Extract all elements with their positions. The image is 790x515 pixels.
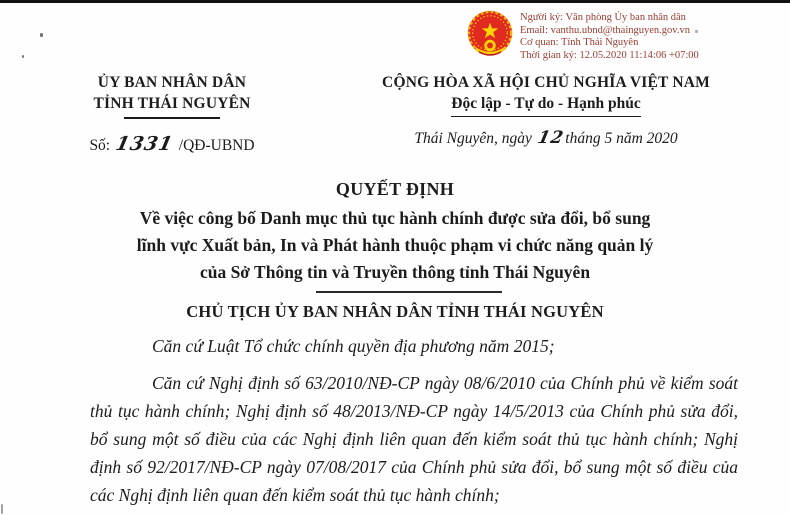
body-paragraph-1: Căn cứ Luật Tổ chức chính quyền địa phương năm 2015; <box>152 336 555 356</box>
agency-name-line1: ỦY BAN NHÂN DÂN <box>97 74 247 91</box>
subtitle-line-2: lĩnh vực Xuất bản, In và Phát hành thuộc phạm vi chức năng quản lý <box>136 235 654 255</box>
place-date-line <box>330 128 762 148</box>
subtitle-line-3: của Sở Thông tin và Truyền thông tỉnh Thái Nguyên <box>199 262 591 282</box>
agency-name-line2: TỈNH THÁI NGUYÊN <box>93 95 251 112</box>
document-header <box>0 0 790 155</box>
agency-underline <box>124 117 220 119</box>
date-before: Thái Nguyên, ngày <box>414 130 532 147</box>
number-suffix: /QĐ-UBND <box>178 137 255 154</box>
signature-time: Thời gian ký: 12.05.2020 11:14:06 +07:00 <box>520 49 699 61</box>
subtitle-line-1: Về việc công bố Danh mục thủ tục hành chính được sửa đổi, bổ sung <box>139 208 651 228</box>
signature-email: Email: vanthu.ubnd@thainguyen.gov.vn <box>520 24 690 36</box>
issuing-agency-block <box>0 72 330 155</box>
motto-line: Độc lập - Tự do - Hạnh phúc <box>451 93 640 117</box>
scan-artifact <box>1 504 3 514</box>
republic-name: CỘNG HÒA XÃ HỘI CHỦ NGHĨA VIỆT NAM <box>382 74 710 91</box>
scan-artifact <box>40 33 43 37</box>
signature-agency: Cơ quan: Tỉnh Thái Nguyên <box>520 37 639 48</box>
document-number-line <box>14 133 330 155</box>
number-prefix: Số: <box>89 137 111 154</box>
title-separator-rule <box>316 291 502 293</box>
national-motto-block <box>330 72 790 155</box>
scan-artifact <box>22 55 24 58</box>
document-subtitle <box>0 205 790 286</box>
signature-signer: Người ký: Văn phòng Ủy ban nhân dân <box>520 12 686 23</box>
document-body <box>90 332 738 509</box>
body-paragraph-2: Căn cứ Nghị định số 63/2010/NĐ-CP ngày 08/6/2010 của Chính phủ về kiểm soát thủ tục hành chính; Nghị định số 48/2013/NĐ-CP ngày 14/5/2013 của Chính phủ sửa đổi, bổ sung một số điều của các Nghị định liên quan đến kiểm soát thủ tục hành chính; Nghị định số 92/2017/NĐ-CP ngày 07/08/2017 của Chính phủ sửa đổi, bổ sung một số điều của các Nghị định liên quan đến kiểm soát thủ tục hành chính; <box>90 373 738 505</box>
issuing-authority-line: CHỦ TỊCH ỦY BAN NHÂN DÂN TỈNH THÁI NGUYÊN <box>186 302 604 321</box>
date-handwritten-day: 12 <box>535 128 566 148</box>
scan-artifact <box>695 30 698 33</box>
date-after: tháng 5 năm 2020 <box>565 130 678 147</box>
number-handwritten: 1331 <box>113 133 176 155</box>
document-title: QUYẾT ĐỊNH <box>335 179 455 199</box>
